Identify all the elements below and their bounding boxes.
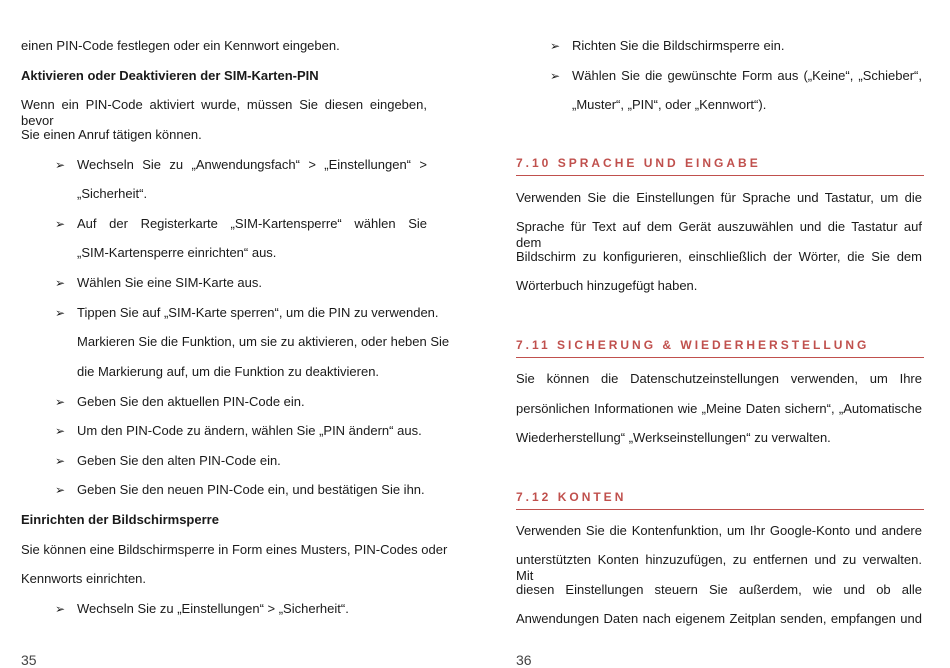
bullet-item: Auf der Registerkarte „SIM-Kartensperre“ wählen Sie: [77, 216, 427, 231]
section-heading-language-input: 7.10 SPRACHE UND EINGABE: [516, 155, 924, 176]
bullet-arrow-icon: ➢: [55, 276, 66, 290]
subheading-sim-pin: Aktivieren oder Deaktivieren der SIM-Karten-PIN: [21, 68, 319, 83]
bullet-item: Richten Sie die Bildschirmsperre ein.: [572, 38, 785, 53]
bullet-item: Geben Sie den neuen PIN-Code ein, und bestätigen Sie ihn.: [77, 482, 425, 497]
bullet-arrow-icon: ➢: [55, 424, 66, 438]
bullet-arrow-icon: ➢: [55, 602, 66, 616]
bullet-item: Wählen Sie die gewünschte Form aus („Keine“, „Schieber“,: [572, 68, 922, 83]
bullet-arrow-icon: ➢: [55, 306, 66, 320]
right-page: [516, 0, 922, 667]
text-line: diesen Einstellungen steuern Sie außerdem, wie und ob alle: [516, 582, 922, 597]
bullet-item: Wechseln Sie zu „Einstellungen“ > „Sicherheit“.: [77, 601, 349, 616]
section-heading-accounts: 7.12 KONTEN: [516, 489, 924, 510]
text-line: Sie einen Anruf tätigen können.: [21, 127, 202, 142]
text-line: Anwendungen Daten nach eigenem Zeitplan senden, empfangen und: [516, 611, 922, 626]
bullet-arrow-icon: ➢: [55, 158, 66, 172]
bullet-arrow-icon: ➢: [550, 39, 561, 53]
text-line: Bildschirm zu konfigurieren, einschließlich der Wörter, die Sie dem: [516, 249, 922, 264]
text-line: Sie können die Datenschutzeinstellungen verwenden, um Ihre: [516, 371, 922, 386]
bullet-arrow-icon: ➢: [55, 217, 66, 231]
bullet-item-continuation: „Sicherheit“.: [77, 186, 148, 201]
bullet-item-continuation: die Markierung auf, um die Funktion zu deaktivieren.: [77, 364, 380, 379]
bullet-item: Um den PIN-Code zu ändern, wählen Sie „PIN ändern“ aus.: [77, 423, 422, 438]
subheading-screen-lock: Einrichten der Bildschirmsperre: [21, 512, 219, 527]
bullet-item: Geben Sie den aktuellen PIN-Code ein.: [77, 394, 305, 409]
bullet-arrow-icon: ➢: [55, 483, 66, 497]
text-line: Verwenden Sie die Einstellungen für Sprache und Tastatur, um die: [516, 190, 922, 205]
bullet-item: Tippen Sie auf „SIM-Karte sperren“, um die PIN zu verwenden.: [77, 305, 439, 320]
bullet-item-continuation: Markieren Sie die Funktion, um sie zu aktivieren, oder heben Sie: [77, 334, 450, 349]
text-line: Verwenden Sie die Kontenfunktion, um Ihr Google-Konto und andere: [516, 523, 922, 538]
text-line: persönlichen Informationen wie „Meine Daten sichern“, „Automatische: [516, 401, 922, 416]
bullet-item: Geben Sie den alten PIN-Code ein.: [77, 453, 281, 468]
text-line: Wenn ein PIN-Code aktiviert wurde, müssen Sie diesen eingeben, bevor: [21, 97, 427, 128]
bullet-item-continuation: „Muster“, „PIN“, oder „Kennwort“).: [572, 97, 767, 112]
bullet-arrow-icon: ➢: [55, 395, 66, 409]
page-number: 35: [21, 652, 37, 668]
text-line: unterstützten Konten hinzuzufügen, zu entfernen und zu verwalten. Mit: [516, 552, 922, 583]
text-line: Sprache für Text auf dem Gerät auszuwählen und die Tastatur auf dem: [516, 219, 922, 250]
bullet-item-continuation: „SIM-Kartensperre einrichten“ aus.: [77, 245, 277, 260]
bullet-item: Wechseln Sie zu „Anwendungsfach“ > „Einstellungen“ >: [77, 157, 427, 172]
page-number: 36: [516, 652, 532, 668]
text-line: Wörterbuch hinzugefügt haben.: [516, 278, 698, 293]
bullet-item: Wählen Sie eine SIM-Karte aus.: [77, 275, 262, 290]
section-heading-backup-restore: 7.11 SICHERUNG & WIEDERHERSTELLUNG: [516, 337, 924, 358]
text-line: Kennworts einrichten.: [21, 571, 147, 586]
text-line: einen PIN-Code festlegen oder ein Kennwort eingeben.: [21, 38, 340, 53]
text-line: Wiederherstellung“ „Werkseinstellungen“ zu verwalten.: [516, 430, 831, 445]
bullet-arrow-icon: ➢: [550, 69, 561, 83]
bullet-arrow-icon: ➢: [55, 454, 66, 468]
text-line: Sie können eine Bildschirmsperre in Form eines Musters, PIN-Codes oder: [21, 542, 448, 557]
left-page: [21, 0, 450, 668]
